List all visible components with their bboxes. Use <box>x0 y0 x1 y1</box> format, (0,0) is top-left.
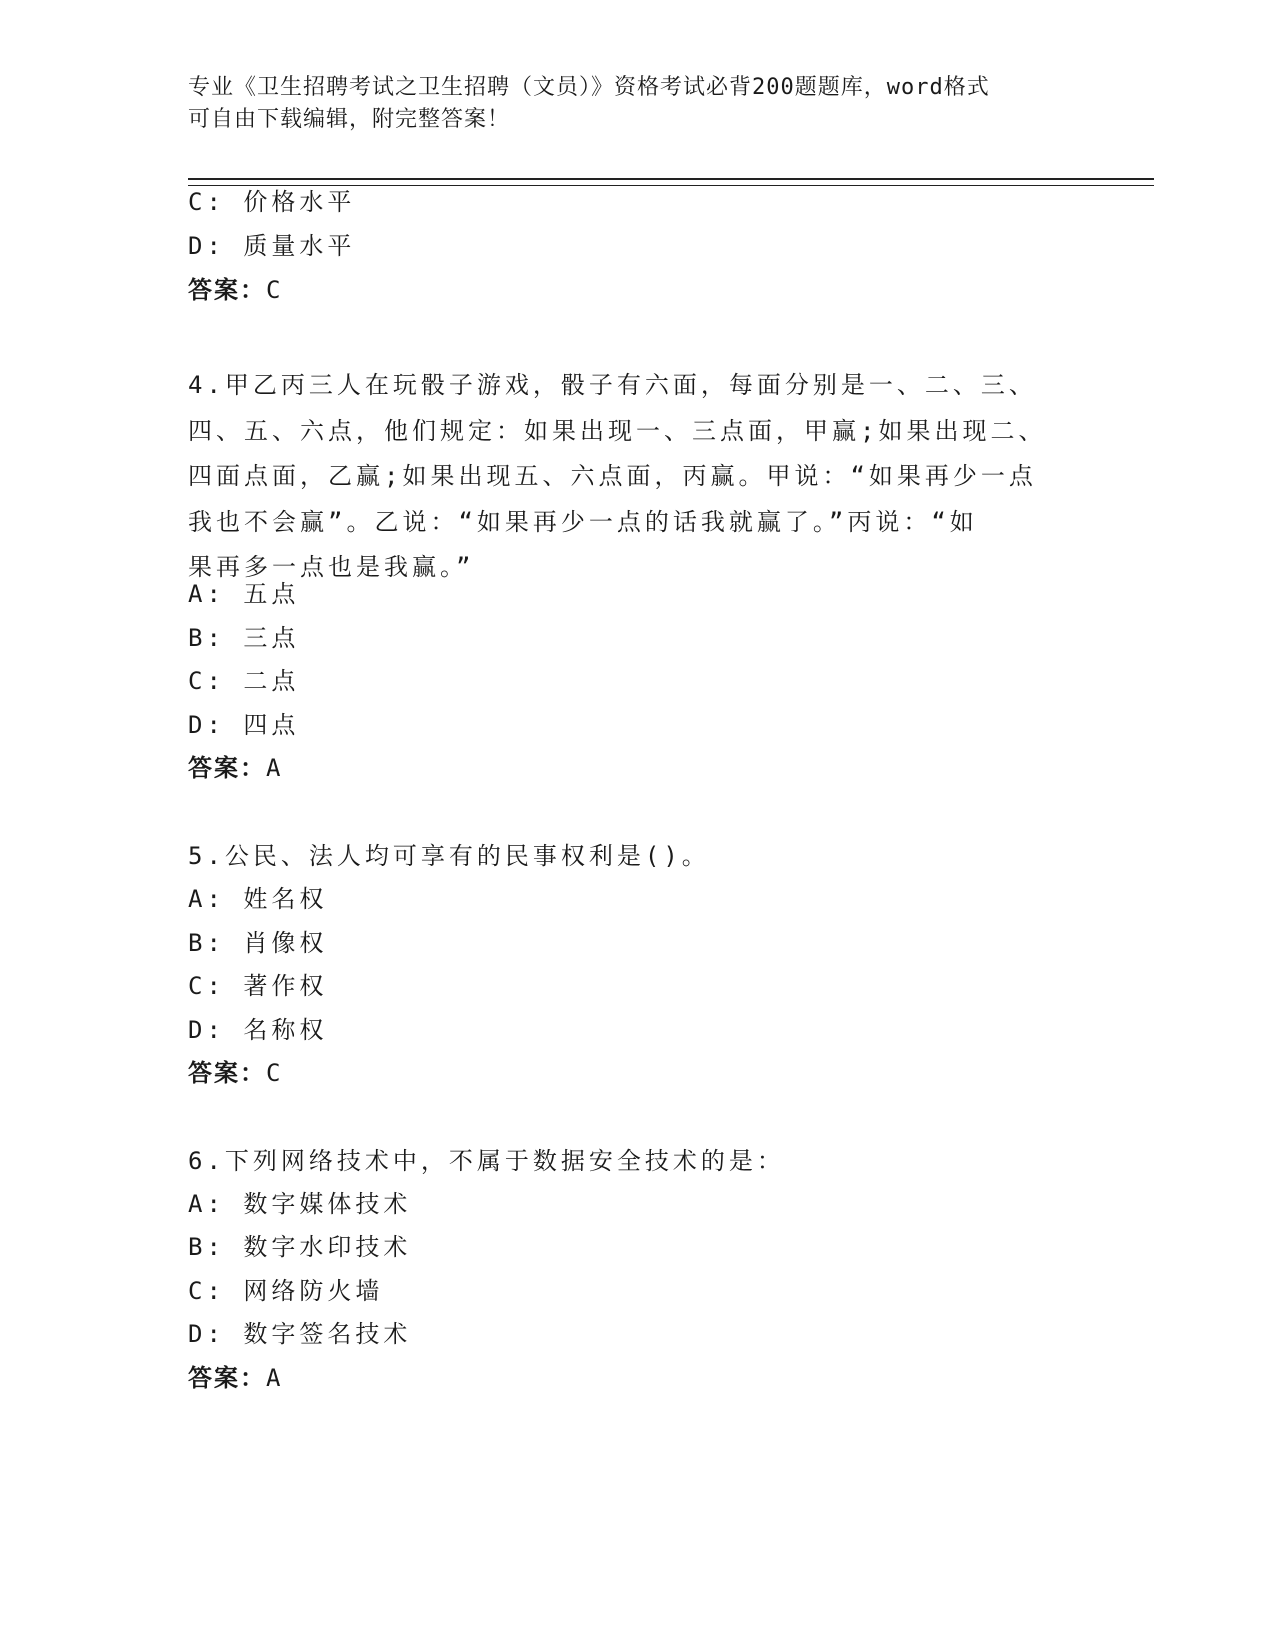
q6-option-c: C: 网络防火墙 <box>188 1277 384 1305</box>
q4-stem-line: 4.甲乙丙三人在玩骰子游戏，骰子有六面，每面分别是一、二、三、 <box>188 371 1037 399</box>
q4-option-a: A: 五点 <box>188 580 300 608</box>
header-title-line-2: 可自由下载编辑，附完整答案！ <box>188 107 511 132</box>
q4-stem-line: 四、五、六点，他们规定：如果出现一、三点面，甲赢;如果出现二、 <box>188 416 1047 445</box>
q6-answer <box>188 1363 281 1393</box>
header-divider <box>188 178 1154 186</box>
q4-stem-line: 四面点面，乙赢;如果出现五、六点面，丙赢。甲说：“如果再少一点 <box>188 462 1037 490</box>
q3-answer-value: C <box>266 276 282 304</box>
q5-option-c: C: 著作权 <box>188 972 328 1000</box>
q6-stem: 6.下列网络技术中，不属于数据安全技术的是： <box>188 1147 785 1175</box>
q4-option-d: D: 四点 <box>188 711 300 739</box>
q4-option-b: B: 三点 <box>188 624 300 652</box>
q4-option-c: C: 二点 <box>188 667 300 695</box>
q5-answer-value: C <box>266 1059 282 1087</box>
document-header <box>188 72 1068 136</box>
q4-stem-line: 我也不会赢”。乙说：“如果再少一点的话我就赢了。”丙说：“如 <box>188 507 978 536</box>
q4-stem <box>188 363 1088 591</box>
q5-stem: 5.公民、法人均可享有的民事权利是()。 <box>188 842 710 870</box>
q6-answer-value: A <box>266 1364 282 1392</box>
q6-option-b: B: 数字水印技术 <box>188 1233 412 1261</box>
q3-option-d: D: 质量水平 <box>188 232 356 260</box>
q3-answer <box>188 275 281 305</box>
q3-option-c: C: 价格水平 <box>188 188 356 216</box>
q4-answer-label: 答案： <box>188 754 266 782</box>
q5-option-d: D: 名称权 <box>188 1016 328 1044</box>
q6-answer-label: 答案： <box>188 1364 266 1392</box>
q6-option-a: A: 数字媒体技术 <box>188 1190 412 1218</box>
q5-answer <box>188 1058 281 1088</box>
q4-answer-value: A <box>266 754 282 782</box>
q3-answer-label: 答案： <box>188 276 266 304</box>
q5-option-b: B: 肖像权 <box>188 929 328 957</box>
q5-option-a: A: 姓名权 <box>188 885 328 913</box>
q4-stem-line: 果再多一点也是我赢。” <box>188 553 475 581</box>
q5-answer-label: 答案： <box>188 1059 266 1087</box>
q6-option-d: D: 数字签名技术 <box>188 1320 412 1348</box>
header-title-line-1: 专业《卫生招聘考试之卫生招聘（文员）》资格考试必背200题题库，word格式 <box>188 75 990 100</box>
q4-answer <box>188 753 281 783</box>
